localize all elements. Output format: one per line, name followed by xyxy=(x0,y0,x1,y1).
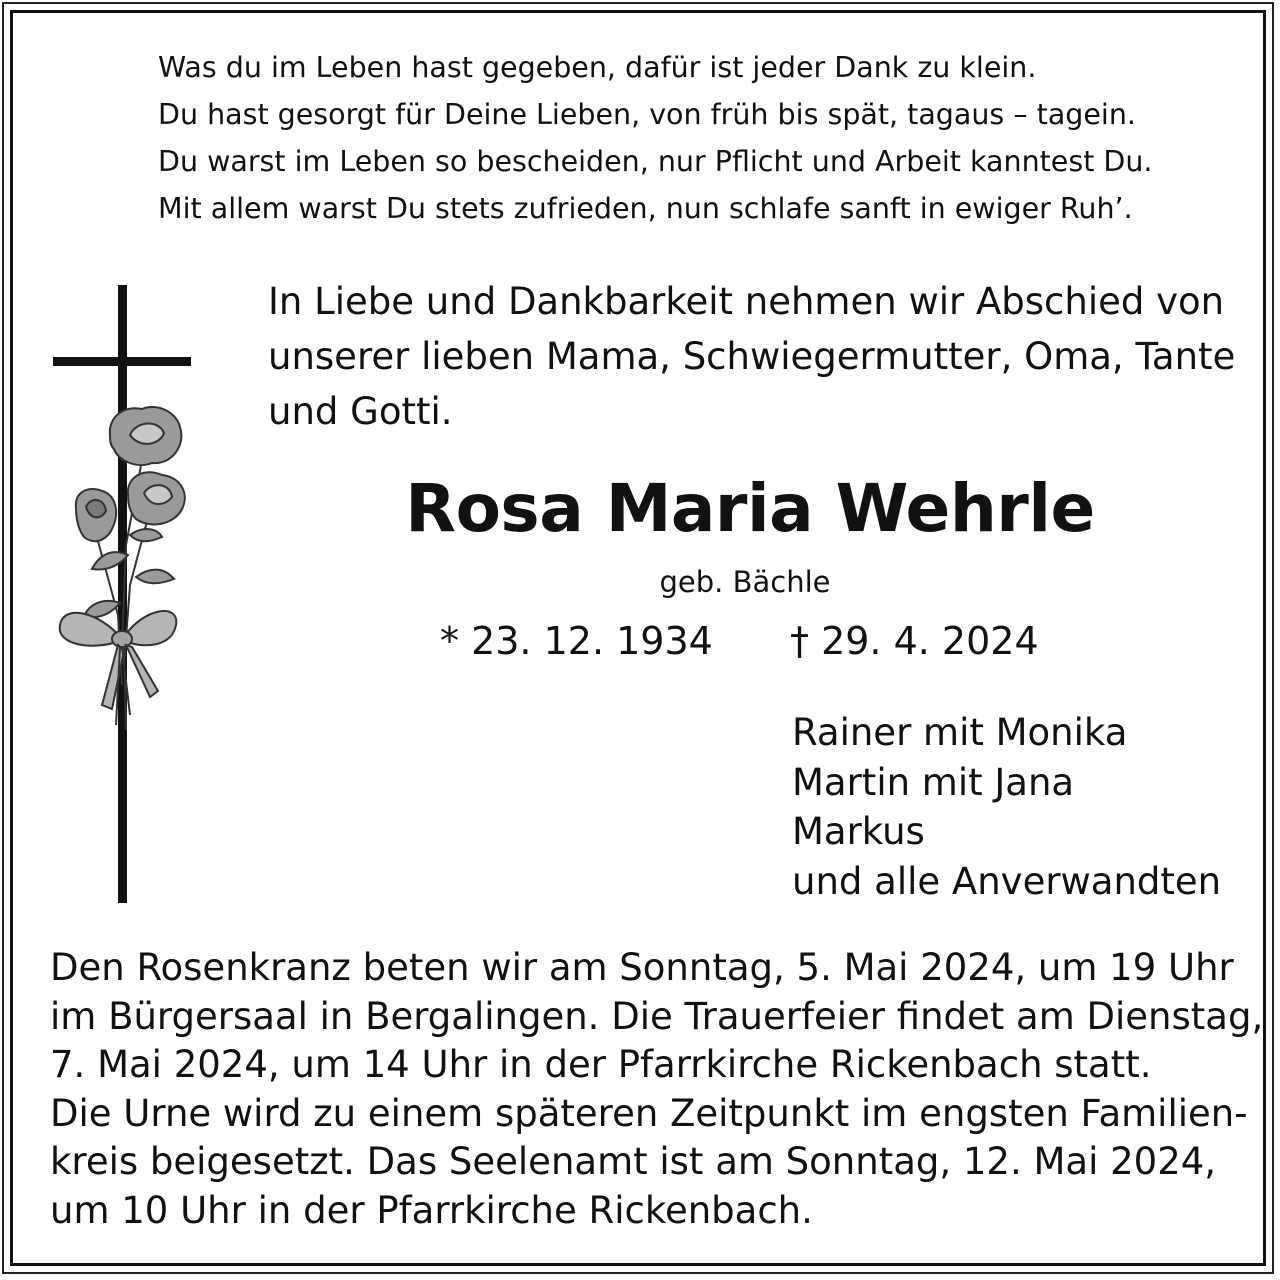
intro-line: In Liebe und Dankbarkeit nehmen wir Abschied von xyxy=(268,280,1225,323)
poem-line: Du hast gesorgt für Deine Lieben, von früh bis spät, tagaus – tagein. xyxy=(158,98,1136,131)
mourner-line: und alle Anverwandten xyxy=(792,859,1222,903)
cross-horizontal-beam xyxy=(53,357,191,366)
farewell-intro xyxy=(268,274,1248,439)
memorial-poem xyxy=(158,44,1258,232)
mourners-list xyxy=(792,708,1221,906)
leaf xyxy=(136,570,174,584)
mourner-line: Markus xyxy=(792,810,925,853)
mourner-line: Rainer mit Monika xyxy=(792,711,1128,754)
notice-line: Den Rosenkranz beten wir am Sonntag, 5. Mai 2024, um 19 Uhr xyxy=(50,946,1234,989)
ribbon-knot xyxy=(112,631,132,647)
cross-vertical-beam xyxy=(118,285,127,903)
mourner-line: Martin mit Jana xyxy=(792,760,1075,804)
service-notice xyxy=(50,944,1264,1235)
notice-line: 7. Mai 2024, um 14 Uhr in der Pfarrkirche Rickenbach statt. xyxy=(50,1043,1152,1086)
poem-line: Mit allem warst Du stets zufrieden, nun schlafe sanft in ewiger Ruh’. xyxy=(158,192,1133,225)
intro-line: und Gotti. xyxy=(268,390,453,433)
birth-date: * 23. 12. 1934 xyxy=(440,619,713,663)
notice-line: Die Urne wird zu einem späteren Zeitpunkt im engsten Familien- xyxy=(50,1091,1248,1135)
poem-line: Was du im Leben hast gegeben, dafür ist jeder Dank zu klein. xyxy=(158,51,1037,84)
death-date: † 29. 4. 2024 xyxy=(790,619,1039,663)
cross-with-roses-icon xyxy=(40,285,210,910)
notice-line: kreis beigesetzt. Das Seelenamt ist am Sonntag, 12. Mai 2024, xyxy=(50,1140,1217,1183)
intro-line: unserer lieben Mama, Schwiegermutter, Oma, Tante xyxy=(268,335,1236,378)
poem-line: Du warst im Leben so bescheiden, nur Pflicht und Arbeit kanntest Du. xyxy=(158,145,1153,178)
ribbon-bow xyxy=(60,613,120,646)
ribbon-tail xyxy=(126,645,158,697)
maiden-name: geb. Bächle xyxy=(659,565,831,599)
notice-line: um 10 Uhr in der Pfarrkirche Rickenbach. xyxy=(50,1188,813,1232)
deceased-name: Rosa Maria Wehrle xyxy=(405,470,1095,547)
leaf xyxy=(130,529,162,541)
notice-line: im Bürgersaal in Bergalingen. Die Trauerfeier findet am Dienstag, xyxy=(50,994,1264,1038)
